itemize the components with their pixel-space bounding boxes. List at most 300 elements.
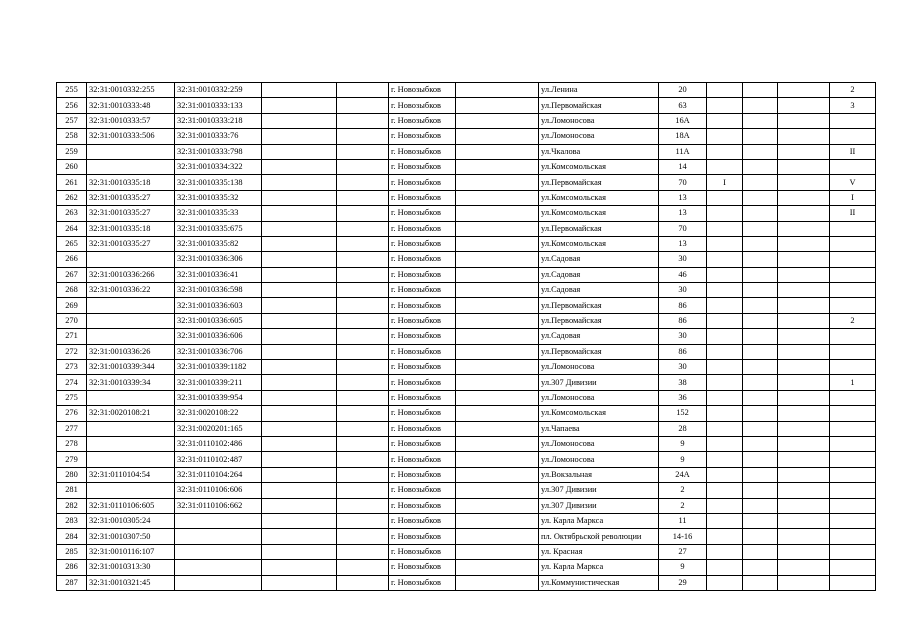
empty-cell xyxy=(262,360,337,375)
empty-cell xyxy=(456,575,539,590)
mark-cell xyxy=(778,190,830,205)
mark-cell xyxy=(743,83,778,98)
empty-cell xyxy=(262,267,337,282)
empty-cell xyxy=(337,159,389,174)
house-number-cell: 38 xyxy=(659,375,707,390)
mark-cell xyxy=(778,298,830,313)
table-row xyxy=(57,159,876,174)
category-cell: 1 xyxy=(830,375,876,390)
empty-cell xyxy=(456,390,539,405)
empty-cell xyxy=(337,575,389,590)
street-cell: ул.Садовая xyxy=(539,252,659,267)
mark-cell xyxy=(778,513,830,528)
cadastral-number-2-cell: 32:31:0010336:606 xyxy=(175,329,262,344)
house-number-cell: 11 xyxy=(659,513,707,528)
street-cell: ул.Ломоносова xyxy=(539,360,659,375)
cadastral-number-2-cell: 32:31:0010335:675 xyxy=(175,221,262,236)
cadastral-number-cell: 32:31:0010305:24 xyxy=(87,513,175,528)
house-number-cell: 2 xyxy=(659,498,707,513)
empty-cell xyxy=(337,483,389,498)
mark-cell xyxy=(743,452,778,467)
mark-cell xyxy=(778,329,830,344)
mark-cell xyxy=(743,206,778,221)
mark-cell xyxy=(743,283,778,298)
cadastral-number-cell: 32:31:0010116:107 xyxy=(87,544,175,559)
city-cell: г. Новозыбков xyxy=(389,483,456,498)
city-cell: г. Новозыбков xyxy=(389,375,456,390)
mark-cell xyxy=(743,129,778,144)
row-number-cell: 267 xyxy=(57,267,87,282)
empty-cell xyxy=(262,344,337,359)
city-cell: г. Новозыбков xyxy=(389,421,456,436)
row-number-cell: 280 xyxy=(57,467,87,482)
table-row xyxy=(57,406,876,421)
empty-cell xyxy=(337,406,389,421)
cadastral-number-2-cell: 32:31:0010339:1182 xyxy=(175,360,262,375)
cadastral-number-2-cell: 32:31:0110102:487 xyxy=(175,452,262,467)
row-number-cell: 255 xyxy=(57,83,87,98)
mark-cell xyxy=(778,498,830,513)
empty-cell xyxy=(337,467,389,482)
empty-cell xyxy=(262,129,337,144)
street-cell: ул.Вокзальная xyxy=(539,467,659,482)
house-number-cell: 18А xyxy=(659,129,707,144)
empty-cell xyxy=(337,206,389,221)
mark-cell xyxy=(707,298,743,313)
empty-cell xyxy=(456,113,539,128)
cadastral-number-2-cell: 32:31:0020108:22 xyxy=(175,406,262,421)
empty-cell xyxy=(456,83,539,98)
street-cell: ул. Красная xyxy=(539,544,659,559)
mark-cell xyxy=(707,190,743,205)
category-cell xyxy=(830,159,876,174)
empty-cell xyxy=(337,83,389,98)
empty-cell xyxy=(262,113,337,128)
empty-cell xyxy=(262,575,337,590)
table-row xyxy=(57,190,876,205)
mark-cell xyxy=(707,513,743,528)
house-number-cell: 2 xyxy=(659,483,707,498)
mark-cell xyxy=(778,375,830,390)
city-cell: г. Новозыбков xyxy=(389,313,456,328)
mark-cell xyxy=(743,144,778,159)
table-row xyxy=(57,452,876,467)
empty-cell xyxy=(262,98,337,113)
row-number-cell: 282 xyxy=(57,498,87,513)
table-row xyxy=(57,98,876,113)
street-cell: ул.Садовая xyxy=(539,283,659,298)
table-row xyxy=(57,467,876,482)
cadastral-number-cell: 32:31:0010321:45 xyxy=(87,575,175,590)
empty-cell xyxy=(456,452,539,467)
cadastral-number-2-cell: 32:31:0110102:486 xyxy=(175,436,262,451)
cadastral-number-cell: 32:31:0010335:27 xyxy=(87,190,175,205)
street-cell: ул.Комсомольская xyxy=(539,406,659,421)
row-number-cell: 264 xyxy=(57,221,87,236)
empty-cell xyxy=(262,175,337,190)
mark-cell xyxy=(743,267,778,282)
empty-cell xyxy=(262,483,337,498)
mark-cell xyxy=(707,344,743,359)
empty-cell xyxy=(456,144,539,159)
empty-cell xyxy=(262,329,337,344)
table-row xyxy=(57,560,876,575)
mark-cell xyxy=(743,221,778,236)
mark-cell xyxy=(778,206,830,221)
house-number-cell: 46 xyxy=(659,267,707,282)
category-cell xyxy=(830,360,876,375)
mark-cell xyxy=(778,283,830,298)
house-number-cell: 86 xyxy=(659,344,707,359)
category-cell xyxy=(830,298,876,313)
empty-cell xyxy=(456,513,539,528)
cadastral-number-cell xyxy=(87,421,175,436)
mark-cell xyxy=(743,190,778,205)
mark-cell xyxy=(707,144,743,159)
mark-cell xyxy=(743,98,778,113)
empty-cell xyxy=(456,483,539,498)
cadastral-number-cell xyxy=(87,252,175,267)
street-cell: ул.Комсомольская xyxy=(539,190,659,205)
mark-cell xyxy=(778,144,830,159)
cadastral-number-2-cell: 32:31:0010333:76 xyxy=(175,129,262,144)
cadastral-number-2-cell: 32:31:0110106:662 xyxy=(175,498,262,513)
cadastral-number-cell xyxy=(87,329,175,344)
house-number-cell: 30 xyxy=(659,360,707,375)
table-row xyxy=(57,313,876,328)
table-row xyxy=(57,390,876,405)
table-row xyxy=(57,206,876,221)
mark-cell xyxy=(778,344,830,359)
row-number-cell: 258 xyxy=(57,129,87,144)
street-cell: ул.Ломоносова xyxy=(539,113,659,128)
category-cell xyxy=(830,421,876,436)
mark-cell xyxy=(778,436,830,451)
category-cell xyxy=(830,483,876,498)
street-cell: ул.Ломоносова xyxy=(539,436,659,451)
cadastral-number-2-cell xyxy=(175,529,262,544)
category-cell xyxy=(830,390,876,405)
category-cell xyxy=(830,467,876,482)
mark-cell xyxy=(707,252,743,267)
street-cell: ул.Первомайская xyxy=(539,175,659,190)
row-number-cell: 257 xyxy=(57,113,87,128)
table-row xyxy=(57,421,876,436)
house-number-cell: 63 xyxy=(659,98,707,113)
mark-cell xyxy=(707,483,743,498)
mark-cell xyxy=(778,129,830,144)
city-cell: г. Новозыбков xyxy=(389,83,456,98)
cadastral-number-2-cell xyxy=(175,560,262,575)
empty-cell xyxy=(337,452,389,467)
category-cell xyxy=(830,236,876,251)
cadastral-number-cell xyxy=(87,144,175,159)
row-number-cell: 276 xyxy=(57,406,87,421)
house-number-cell: 27 xyxy=(659,544,707,559)
row-number-cell: 261 xyxy=(57,175,87,190)
street-cell: ул.Первомайская xyxy=(539,221,659,236)
street-cell: ул.Первомайская xyxy=(539,344,659,359)
empty-cell xyxy=(262,421,337,436)
row-number-cell: 279 xyxy=(57,452,87,467)
mark-cell xyxy=(743,575,778,590)
street-cell: ул.Ленина xyxy=(539,83,659,98)
category-cell: II xyxy=(830,206,876,221)
cadastral-number-cell: 32:31:0010313:30 xyxy=(87,560,175,575)
mark-cell xyxy=(743,329,778,344)
city-cell: г. Новозыбков xyxy=(389,329,456,344)
mark-cell xyxy=(743,498,778,513)
street-cell: ул.Первомайская xyxy=(539,313,659,328)
mark-cell xyxy=(778,313,830,328)
mark-cell xyxy=(707,113,743,128)
street-cell: ул.Первомайская xyxy=(539,298,659,313)
mark-cell xyxy=(778,360,830,375)
empty-cell xyxy=(262,513,337,528)
cadastral-number-cell xyxy=(87,390,175,405)
mark-cell xyxy=(707,406,743,421)
mark-cell xyxy=(707,267,743,282)
city-cell: г. Новозыбков xyxy=(389,252,456,267)
empty-cell xyxy=(337,390,389,405)
mark-cell xyxy=(743,159,778,174)
city-cell: г. Новозыбков xyxy=(389,144,456,159)
table-row xyxy=(57,483,876,498)
category-cell xyxy=(830,529,876,544)
house-number-cell: 13 xyxy=(659,236,707,251)
mark-cell xyxy=(778,406,830,421)
category-cell xyxy=(830,129,876,144)
category-cell xyxy=(830,329,876,344)
street-cell: ул.Первомайская xyxy=(539,98,659,113)
table-row xyxy=(57,252,876,267)
empty-cell xyxy=(337,560,389,575)
street-cell: ул.Ломоносова xyxy=(539,129,659,144)
mark-cell xyxy=(778,483,830,498)
category-cell xyxy=(830,436,876,451)
mark-cell xyxy=(743,390,778,405)
street-cell: ул.Садовая xyxy=(539,329,659,344)
street-cell: ул.Ломоносова xyxy=(539,452,659,467)
mark-cell xyxy=(778,452,830,467)
cadastral-number-2-cell: 32:31:0010339:954 xyxy=(175,390,262,405)
table-row xyxy=(57,144,876,159)
category-cell xyxy=(830,283,876,298)
empty-cell xyxy=(456,544,539,559)
empty-cell xyxy=(337,513,389,528)
cadastral-number-cell: 32:31:0110106:605 xyxy=(87,498,175,513)
mark-cell xyxy=(743,375,778,390)
city-cell: г. Новозыбков xyxy=(389,452,456,467)
mark-cell xyxy=(778,529,830,544)
city-cell: г. Новозыбков xyxy=(389,129,456,144)
empty-cell xyxy=(456,298,539,313)
empty-cell xyxy=(456,329,539,344)
empty-cell xyxy=(337,344,389,359)
empty-cell xyxy=(262,560,337,575)
empty-cell xyxy=(262,390,337,405)
mark-cell xyxy=(778,390,830,405)
category-cell xyxy=(830,406,876,421)
cadastral-number-cell: 32:31:0110104:54 xyxy=(87,467,175,482)
street-cell: ул.Чапаева xyxy=(539,421,659,436)
street-cell: ул. Карла Маркса xyxy=(539,560,659,575)
table-row xyxy=(57,113,876,128)
mark-cell xyxy=(707,575,743,590)
table-row xyxy=(57,436,876,451)
table-row xyxy=(57,575,876,590)
empty-cell xyxy=(337,267,389,282)
empty-cell xyxy=(337,298,389,313)
row-number-cell: 283 xyxy=(57,513,87,528)
mark-cell xyxy=(743,252,778,267)
house-number-cell: 28 xyxy=(659,421,707,436)
cadastral-number-2-cell: 32:31:0010334:322 xyxy=(175,159,262,174)
mark-cell xyxy=(707,83,743,98)
house-number-cell: 152 xyxy=(659,406,707,421)
row-number-cell: 281 xyxy=(57,483,87,498)
row-number-cell: 285 xyxy=(57,544,87,559)
register-table xyxy=(56,82,876,591)
cadastral-number-cell: 32:31:0010333:57 xyxy=(87,113,175,128)
cadastral-number-2-cell: 32:31:0010335:32 xyxy=(175,190,262,205)
cadastral-number-cell xyxy=(87,452,175,467)
empty-cell xyxy=(456,560,539,575)
mark-cell xyxy=(707,390,743,405)
mark-cell xyxy=(707,544,743,559)
street-cell: ул.Коммунистическая xyxy=(539,575,659,590)
empty-cell xyxy=(337,113,389,128)
mark-cell xyxy=(707,498,743,513)
house-number-cell: 36 xyxy=(659,390,707,405)
table-row xyxy=(57,360,876,375)
empty-cell xyxy=(456,529,539,544)
cadastral-number-cell xyxy=(87,159,175,174)
mark-cell xyxy=(707,221,743,236)
empty-cell xyxy=(262,436,337,451)
category-cell xyxy=(830,575,876,590)
row-number-cell: 265 xyxy=(57,236,87,251)
empty-cell xyxy=(262,83,337,98)
table-row xyxy=(57,375,876,390)
cadastral-number-2-cell: 32:31:0010333:798 xyxy=(175,144,262,159)
empty-cell xyxy=(337,544,389,559)
category-cell: II xyxy=(830,144,876,159)
table-row xyxy=(57,175,876,190)
table-row xyxy=(57,83,876,98)
table-row xyxy=(57,344,876,359)
table-row xyxy=(57,267,876,282)
cadastral-number-2-cell: 32:31:0010335:82 xyxy=(175,236,262,251)
table-row xyxy=(57,329,876,344)
empty-cell xyxy=(262,283,337,298)
city-cell: г. Новозыбков xyxy=(389,406,456,421)
house-number-cell: 29 xyxy=(659,575,707,590)
city-cell: г. Новозыбков xyxy=(389,467,456,482)
street-cell: пл. Октябрьской революции xyxy=(539,529,659,544)
house-number-cell: 70 xyxy=(659,175,707,190)
empty-cell xyxy=(337,98,389,113)
house-number-cell: 11А xyxy=(659,144,707,159)
empty-cell xyxy=(337,283,389,298)
mark-cell xyxy=(743,513,778,528)
mark-cell xyxy=(707,329,743,344)
city-cell: г. Новозыбков xyxy=(389,560,456,575)
category-cell xyxy=(830,513,876,528)
cadastral-number-2-cell: 32:31:0010336:306 xyxy=(175,252,262,267)
empty-cell xyxy=(337,236,389,251)
category-cell xyxy=(830,252,876,267)
category-cell xyxy=(830,560,876,575)
city-cell: г. Новозыбков xyxy=(389,113,456,128)
empty-cell xyxy=(456,498,539,513)
row-number-cell: 272 xyxy=(57,344,87,359)
table-row xyxy=(57,298,876,313)
house-number-cell: 9 xyxy=(659,452,707,467)
mark-cell xyxy=(707,375,743,390)
house-number-cell: 86 xyxy=(659,313,707,328)
category-cell xyxy=(830,498,876,513)
table-row xyxy=(57,544,876,559)
house-number-cell: 9 xyxy=(659,560,707,575)
empty-cell xyxy=(456,467,539,482)
mark-cell xyxy=(778,98,830,113)
empty-cell xyxy=(262,467,337,482)
row-number-cell: 278 xyxy=(57,436,87,451)
row-number-cell: 277 xyxy=(57,421,87,436)
empty-cell xyxy=(262,221,337,236)
row-number-cell: 259 xyxy=(57,144,87,159)
mark-cell xyxy=(778,467,830,482)
cadastral-number-cell: 32:31:0010339:344 xyxy=(87,360,175,375)
empty-cell xyxy=(456,436,539,451)
mark-cell xyxy=(743,360,778,375)
city-cell: г. Новозыбков xyxy=(389,98,456,113)
mark-cell xyxy=(778,560,830,575)
row-number-cell: 270 xyxy=(57,313,87,328)
empty-cell xyxy=(262,298,337,313)
cadastral-number-2-cell: 32:31:0010336:598 xyxy=(175,283,262,298)
mark-cell xyxy=(743,544,778,559)
city-cell: г. Новозыбков xyxy=(389,283,456,298)
city-cell: г. Новозыбков xyxy=(389,544,456,559)
empty-cell xyxy=(456,360,539,375)
empty-cell xyxy=(456,421,539,436)
mark-cell xyxy=(778,236,830,251)
mark-cell xyxy=(743,560,778,575)
cadastral-number-2-cell: 32:31:0010336:605 xyxy=(175,313,262,328)
cadastral-number-2-cell: 32:31:0010332:259 xyxy=(175,83,262,98)
mark-cell xyxy=(778,252,830,267)
house-number-cell: 9 xyxy=(659,436,707,451)
empty-cell xyxy=(262,206,337,221)
cadastral-number-cell: 32:31:0010336:22 xyxy=(87,283,175,298)
mark-cell xyxy=(707,560,743,575)
empty-cell xyxy=(262,406,337,421)
empty-cell xyxy=(456,252,539,267)
empty-cell xyxy=(456,221,539,236)
mark-cell xyxy=(743,236,778,251)
house-number-cell: 20 xyxy=(659,83,707,98)
mark-cell xyxy=(707,421,743,436)
street-cell: ул.Комсомольская xyxy=(539,236,659,251)
cadastral-number-cell xyxy=(87,483,175,498)
house-number-cell: 30 xyxy=(659,329,707,344)
mark-cell xyxy=(778,544,830,559)
mark-cell xyxy=(778,113,830,128)
house-number-cell: 13 xyxy=(659,206,707,221)
cadastral-number-2-cell: 32:31:0010335:33 xyxy=(175,206,262,221)
